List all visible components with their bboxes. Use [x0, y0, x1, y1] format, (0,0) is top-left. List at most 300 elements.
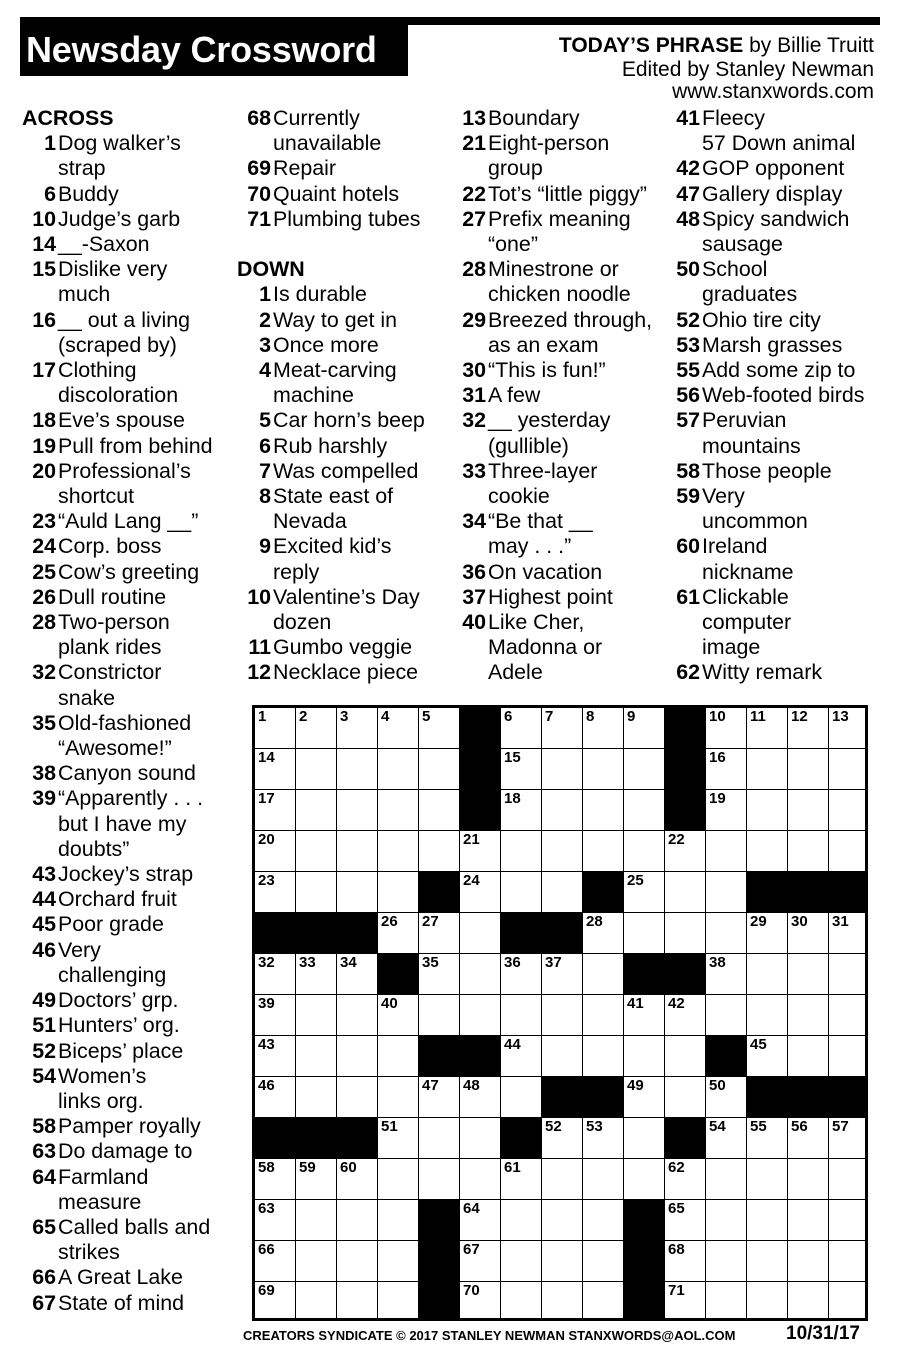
grid-cell[interactable]: [665, 1159, 706, 1200]
grid-cell[interactable]: [747, 1241, 788, 1282]
grid-cell[interactable]: [378, 708, 419, 749]
cell-number: 51: [381, 1118, 398, 1135]
grid-cell[interactable]: [829, 1241, 865, 1282]
grid-cell[interactable]: [747, 1200, 788, 1241]
grid-cell[interactable]: [706, 831, 747, 872]
cell-number: 15: [504, 749, 521, 766]
syndicate-credit: CREATORS SYNDICATE © 2017 STANLEY NEWMAN STANXWORDS@AOL.COM: [243, 1328, 736, 1343]
grid-cell[interactable]: [747, 1282, 788, 1318]
clue-number: 34: [462, 509, 486, 534]
grid-cell[interactable]: [337, 1159, 378, 1200]
grid-cell[interactable]: [296, 1241, 337, 1282]
grid-cell[interactable]: [583, 1036, 624, 1077]
clue-item: [22, 1013, 236, 1038]
grid-cell[interactable]: [296, 1077, 337, 1118]
grid-cell[interactable]: [583, 913, 624, 954]
clue-item: [666, 156, 900, 181]
grid-cell[interactable]: [747, 1036, 788, 1077]
clue-number: 51: [32, 1013, 56, 1038]
clue-number: 57: [676, 408, 700, 433]
grid-cell[interactable]: [583, 749, 624, 790]
grid-cell[interactable]: [706, 790, 747, 831]
grid-cell[interactable]: [378, 1159, 419, 1200]
grid-cell[interactable]: [501, 872, 542, 913]
grid-cell[interactable]: [788, 790, 829, 831]
clue-text-line: Clickable: [702, 584, 789, 609]
grid-cell[interactable]: [378, 790, 419, 831]
cell-number: 47: [422, 1077, 439, 1094]
clue-item: [22, 786, 236, 862]
clue-text: [57, 761, 196, 786]
grid-cell[interactable]: [665, 1077, 706, 1118]
grid-cell[interactable]: [583, 1118, 624, 1159]
grid-cell[interactable]: [501, 790, 542, 831]
grid-cell[interactable]: [788, 1282, 829, 1318]
clue-text-line: Nevada: [273, 509, 347, 534]
grid-cell[interactable]: [501, 954, 542, 995]
grid-cell[interactable]: [501, 1282, 542, 1318]
grid-cell[interactable]: [706, 1241, 747, 1282]
grid-cell[interactable]: [583, 1282, 624, 1318]
grid-cell[interactable]: [542, 1200, 583, 1241]
clue-text: [487, 509, 593, 559]
grid-cell[interactable]: [747, 1118, 788, 1159]
page-title: Newsday Crossword: [26, 29, 377, 70]
grid-cell[interactable]: [624, 708, 665, 749]
cell-number: 57: [832, 1118, 849, 1135]
grid-cell[interactable]: [542, 790, 583, 831]
grid-cell[interactable]: [665, 913, 706, 954]
grid-cell[interactable]: [624, 831, 665, 872]
clue-text: [272, 207, 420, 232]
clue-item: [452, 610, 667, 686]
grid-cell[interactable]: [829, 913, 865, 954]
grid-cell[interactable]: [706, 1077, 747, 1118]
grid-cell[interactable]: [665, 1036, 706, 1077]
grid-cell[interactable]: [747, 708, 788, 749]
clue-text-line: Car horn’s beep: [273, 408, 425, 433]
clue-item: [237, 484, 452, 534]
grid-cell[interactable]: [665, 831, 706, 872]
grid-cell[interactable]: [542, 954, 583, 995]
grid-cell[interactable]: [706, 913, 747, 954]
grid-cell[interactable]: [583, 708, 624, 749]
clue-number: 11: [248, 635, 271, 660]
grid-cell[interactable]: [583, 1159, 624, 1200]
clue-number: 36: [462, 559, 486, 584]
clue-number: 9: [259, 534, 271, 559]
grid-cell[interactable]: [378, 913, 419, 954]
grid-cell[interactable]: [665, 995, 706, 1036]
grid-cell[interactable]: [378, 1200, 419, 1241]
grid-cell[interactable]: [337, 708, 378, 749]
black-square: [665, 790, 706, 831]
clue-text-line: Valentine’s Day: [273, 584, 420, 609]
clue-item: [22, 1114, 236, 1139]
grid-cell[interactable]: [255, 708, 296, 749]
clue-text: [57, 1139, 192, 1164]
grid-cell[interactable]: [747, 995, 788, 1036]
grid-cell[interactable]: [378, 1036, 419, 1077]
black-square: [542, 913, 583, 954]
clue-number: 1: [44, 131, 56, 156]
grid-cell[interactable]: [747, 954, 788, 995]
clue-text-line: Dislike very: [58, 257, 168, 282]
grid-cell[interactable]: [460, 995, 501, 1036]
clue-text-line: Spicy sandwich: [702, 206, 850, 231]
grid-cell[interactable]: [583, 995, 624, 1036]
grid-cell[interactable]: [460, 872, 501, 913]
grid-cell[interactable]: [255, 749, 296, 790]
grid-cell[interactable]: [337, 831, 378, 872]
grid-cell[interactable]: [542, 1118, 583, 1159]
grid-cell[interactable]: [706, 872, 747, 913]
grid-cell[interactable]: [501, 831, 542, 872]
clue-item: [237, 459, 452, 484]
grid-cell[interactable]: [583, 1200, 624, 1241]
grid-cell[interactable]: [460, 1159, 501, 1200]
grid-cell[interactable]: [829, 790, 865, 831]
grid-cell[interactable]: [378, 831, 419, 872]
grid-cell[interactable]: [542, 1159, 583, 1200]
grid-cell[interactable]: [296, 790, 337, 831]
clue-text: [272, 333, 379, 358]
grid-cell[interactable]: [296, 708, 337, 749]
cell-number: 48: [463, 1077, 480, 1094]
clue-text: [272, 484, 393, 534]
grid-cell[interactable]: [706, 1200, 747, 1241]
cell-number: 58: [258, 1159, 275, 1176]
clue-item: [237, 635, 452, 660]
cell-number: 27: [422, 913, 439, 930]
cell-number: 56: [791, 1118, 808, 1135]
clue-text-line: discoloration: [58, 383, 179, 408]
grid-cell[interactable]: [378, 995, 419, 1036]
clue-text: [57, 988, 178, 1013]
clue-text-line: “Awesome!”: [58, 736, 172, 761]
grid-cell[interactable]: [337, 1036, 378, 1077]
clue-item: [452, 207, 667, 257]
clue-number: 20: [32, 458, 56, 483]
clue-text-line: Do damage to: [58, 1139, 193, 1164]
clue-item: [237, 585, 452, 635]
grid-cell[interactable]: [255, 1241, 296, 1282]
editor-credit: Edited by Stanley Newman: [621, 58, 874, 81]
grid-cell[interactable]: [255, 995, 296, 1036]
black-square: [337, 1118, 378, 1159]
grid-cell[interactable]: [378, 1077, 419, 1118]
clue-text-line: Marsh grasses: [702, 332, 843, 357]
grid-cell[interactable]: [378, 1118, 419, 1159]
grid-cell[interactable]: [747, 913, 788, 954]
clue-item: [666, 333, 900, 358]
grid-cell[interactable]: [665, 872, 706, 913]
grid-cell[interactable]: [829, 1282, 865, 1318]
grid-cell[interactable]: [788, 1118, 829, 1159]
grid-cell[interactable]: [296, 872, 337, 913]
grid-cell[interactable]: [788, 1036, 829, 1077]
grid-cell[interactable]: [460, 913, 501, 954]
clue-text: [272, 358, 397, 408]
grid-cell[interactable]: [419, 1077, 460, 1118]
grid-cell[interactable]: [501, 1077, 542, 1118]
grid-cell[interactable]: [378, 872, 419, 913]
grid-cell[interactable]: [296, 831, 337, 872]
clue-text-line: Dull routine: [58, 584, 167, 609]
clue-number: 4: [259, 358, 271, 382]
grid-cell[interactable]: [706, 954, 747, 995]
grid-cell[interactable]: [747, 831, 788, 872]
grid-cell[interactable]: [460, 1200, 501, 1241]
grid-cell[interactable]: [624, 872, 665, 913]
grid-cell[interactable]: [542, 1282, 583, 1318]
grid-cell[interactable]: [665, 1200, 706, 1241]
clue-number: 27: [462, 206, 486, 231]
grid-cell[interactable]: [337, 1200, 378, 1241]
grid-cell[interactable]: [419, 1159, 460, 1200]
clue-text: [57, 182, 119, 207]
grid-cell[interactable]: [829, 831, 865, 872]
grid-cell[interactable]: [829, 954, 865, 995]
clue-number: 14: [32, 232, 56, 256]
grid-cell[interactable]: [460, 831, 501, 872]
grid-cell[interactable]: [419, 1118, 460, 1159]
grid-cell[interactable]: [255, 1077, 296, 1118]
grid-cell[interactable]: [419, 749, 460, 790]
grid-cell[interactable]: [542, 749, 583, 790]
grid-cell[interactable]: [542, 872, 583, 913]
cell-number: 59: [299, 1159, 316, 1176]
grid-cell[interactable]: [255, 954, 296, 995]
clue-item: [666, 585, 900, 661]
clue-text-line: Peruvian: [702, 408, 787, 433]
clue-item: [237, 106, 452, 156]
clue-text: [57, 257, 167, 307]
grid-cell[interactable]: [788, 1159, 829, 1200]
grid-cell[interactable]: [337, 790, 378, 831]
grid-cell[interactable]: [542, 1036, 583, 1077]
grid-cell[interactable]: [501, 1200, 542, 1241]
clue-item: [22, 459, 236, 509]
grid-cell[interactable]: [829, 708, 865, 749]
grid-cell[interactable]: [501, 1036, 542, 1077]
grid-cell[interactable]: [337, 954, 378, 995]
clue-text-line: Ohio tire city: [702, 307, 821, 332]
grid-cell[interactable]: [255, 1200, 296, 1241]
grid-cell[interactable]: [419, 831, 460, 872]
grid-cell[interactable]: [337, 995, 378, 1036]
clue-number: 59: [676, 484, 700, 509]
grid-cell[interactable]: [542, 995, 583, 1036]
grid-cell[interactable]: [829, 1159, 865, 1200]
grid-cell[interactable]: [829, 1200, 865, 1241]
cell-number: 29: [750, 913, 767, 930]
grid-cell[interactable]: [255, 872, 296, 913]
grid-cell[interactable]: [706, 1159, 747, 1200]
grid-cell[interactable]: [296, 749, 337, 790]
grid-cell[interactable]: [460, 1077, 501, 1118]
grid-cell[interactable]: [419, 790, 460, 831]
grid-cell[interactable]: [665, 1282, 706, 1318]
grid-cell[interactable]: [665, 1241, 706, 1282]
clue-number: 2: [259, 307, 271, 332]
grid-cell[interactable]: [624, 1036, 665, 1077]
grid-cell[interactable]: [296, 954, 337, 995]
grid-cell[interactable]: [542, 708, 583, 749]
grid-cell[interactable]: [583, 831, 624, 872]
clue-item: [22, 862, 236, 887]
clue-item: [22, 912, 236, 937]
clue-text-line: Hunters’ org.: [58, 1013, 180, 1038]
cell-number: 63: [258, 1200, 275, 1217]
grid-cell[interactable]: [337, 1282, 378, 1318]
grid-cell[interactable]: [624, 995, 665, 1036]
grid-cell[interactable]: [460, 1118, 501, 1159]
website-link[interactable]: www.stanxwords.com: [672, 80, 874, 103]
grid-cell[interactable]: [706, 749, 747, 790]
grid-cell[interactable]: [788, 708, 829, 749]
grid-cell[interactable]: [747, 790, 788, 831]
grid-cell[interactable]: [624, 1118, 665, 1159]
clue-item: [666, 459, 900, 484]
grid-cell[interactable]: [788, 954, 829, 995]
grid-cell[interactable]: [296, 1036, 337, 1077]
grid-cell[interactable]: [788, 831, 829, 872]
grid-cell[interactable]: [624, 790, 665, 831]
grid-cell[interactable]: [255, 1036, 296, 1077]
grid-cell[interactable]: [501, 1241, 542, 1282]
clue-column-2: [237, 106, 452, 686]
cell-number: 3: [340, 708, 349, 725]
clue-text-line: mountains: [702, 433, 801, 458]
clue-column-3: [452, 106, 667, 686]
cell-number: 42: [668, 995, 685, 1012]
black-square: [665, 749, 706, 790]
puzzle-title-line: [559, 34, 874, 58]
grid-cell[interactable]: [460, 954, 501, 995]
grid-cell[interactable]: [501, 995, 542, 1036]
black-square: [419, 1200, 460, 1241]
clue-number: 26: [32, 584, 56, 609]
grid-cell[interactable]: [542, 1241, 583, 1282]
grid-cell[interactable]: [337, 1077, 378, 1118]
grid-cell[interactable]: [706, 1282, 747, 1318]
grid-cell[interactable]: [378, 749, 419, 790]
grid-cell[interactable]: [706, 995, 747, 1036]
grid-cell[interactable]: [542, 831, 583, 872]
clue-text-line: Necklace piece: [273, 660, 419, 685]
clue-text-line: Witty remark: [702, 660, 823, 685]
grid-cell[interactable]: [829, 995, 865, 1036]
grid-cell[interactable]: [501, 1159, 542, 1200]
grid-cell[interactable]: [583, 1241, 624, 1282]
clue-number: 40: [462, 610, 486, 635]
clue-text-line: Eight-person: [488, 131, 610, 156]
clue-text-line: challenging: [58, 962, 167, 987]
clue-item: [22, 509, 236, 534]
clue-item: [22, 761, 236, 786]
grid-cell[interactable]: [296, 995, 337, 1036]
clue-text: [272, 408, 425, 433]
grid-cell[interactable]: [255, 790, 296, 831]
grid-cell[interactable]: [501, 749, 542, 790]
clue-number: 31: [462, 383, 486, 408]
clue-text-line: Dog walker’s: [58, 131, 181, 156]
grid-cell[interactable]: [788, 1200, 829, 1241]
grid-cell[interactable]: [747, 749, 788, 790]
grid-cell[interactable]: [419, 995, 460, 1036]
grid-cell[interactable]: [788, 749, 829, 790]
cell-number: 23: [258, 872, 275, 889]
grid-cell[interactable]: [296, 1282, 337, 1318]
grid-cell[interactable]: [747, 1159, 788, 1200]
grid-cell[interactable]: [829, 1036, 865, 1077]
clue-item: [237, 660, 452, 685]
grid-cell[interactable]: [419, 954, 460, 995]
black-square: [583, 1077, 624, 1118]
grid-cell[interactable]: [337, 1241, 378, 1282]
clue-number: 56: [676, 383, 700, 408]
clue-text-line: Web-footed birds: [702, 383, 865, 408]
grid-cell[interactable]: [460, 1241, 501, 1282]
clue-item: [22, 358, 236, 408]
grid-cell[interactable]: [255, 831, 296, 872]
clue-text: [701, 308, 821, 333]
clue-text: [57, 408, 185, 433]
grid-cell[interactable]: [829, 749, 865, 790]
grid-cell[interactable]: [296, 1159, 337, 1200]
clue-text-line: Is durable: [273, 282, 367, 307]
grid-cell[interactable]: [624, 749, 665, 790]
grid-cell[interactable]: [624, 1077, 665, 1118]
grid-cell[interactable]: [378, 1241, 419, 1282]
grid-cell[interactable]: [255, 1159, 296, 1200]
clue-text: [57, 1291, 184, 1316]
grid-cell[interactable]: [624, 913, 665, 954]
grid-cell[interactable]: [337, 749, 378, 790]
grid-cell[interactable]: [419, 913, 460, 954]
clue-text: [701, 660, 822, 685]
clue-number: 43: [32, 862, 56, 887]
grid-cell[interactable]: [583, 790, 624, 831]
grid-cell[interactable]: [255, 1282, 296, 1318]
grid-cell[interactable]: [583, 954, 624, 995]
grid-cell[interactable]: [337, 872, 378, 913]
grid-cell[interactable]: [829, 1118, 865, 1159]
cell-number: 67: [463, 1241, 480, 1258]
grid-cell[interactable]: [501, 708, 542, 749]
grid-cell[interactable]: [460, 1282, 501, 1318]
clue-number: 15: [32, 257, 56, 282]
clue-text-line: Orchard fruit: [58, 887, 177, 912]
grid-cell[interactable]: [378, 1282, 419, 1318]
clue-text-line: but I have my: [58, 811, 187, 836]
clue-item: [452, 585, 667, 610]
black-square: [255, 913, 296, 954]
clue-item: [237, 182, 452, 207]
grid-cell[interactable]: [788, 913, 829, 954]
grid-cell[interactable]: [788, 995, 829, 1036]
grid-cell[interactable]: [419, 708, 460, 749]
grid-cell[interactable]: [296, 1200, 337, 1241]
clue-text: [57, 459, 191, 509]
grid-cell[interactable]: [624, 1159, 665, 1200]
cell-number: 7: [545, 708, 554, 725]
grid-cell[interactable]: [706, 708, 747, 749]
clue-text-line: shortcut: [58, 484, 135, 509]
grid-cell[interactable]: [788, 1241, 829, 1282]
grid-cell[interactable]: [706, 1118, 747, 1159]
